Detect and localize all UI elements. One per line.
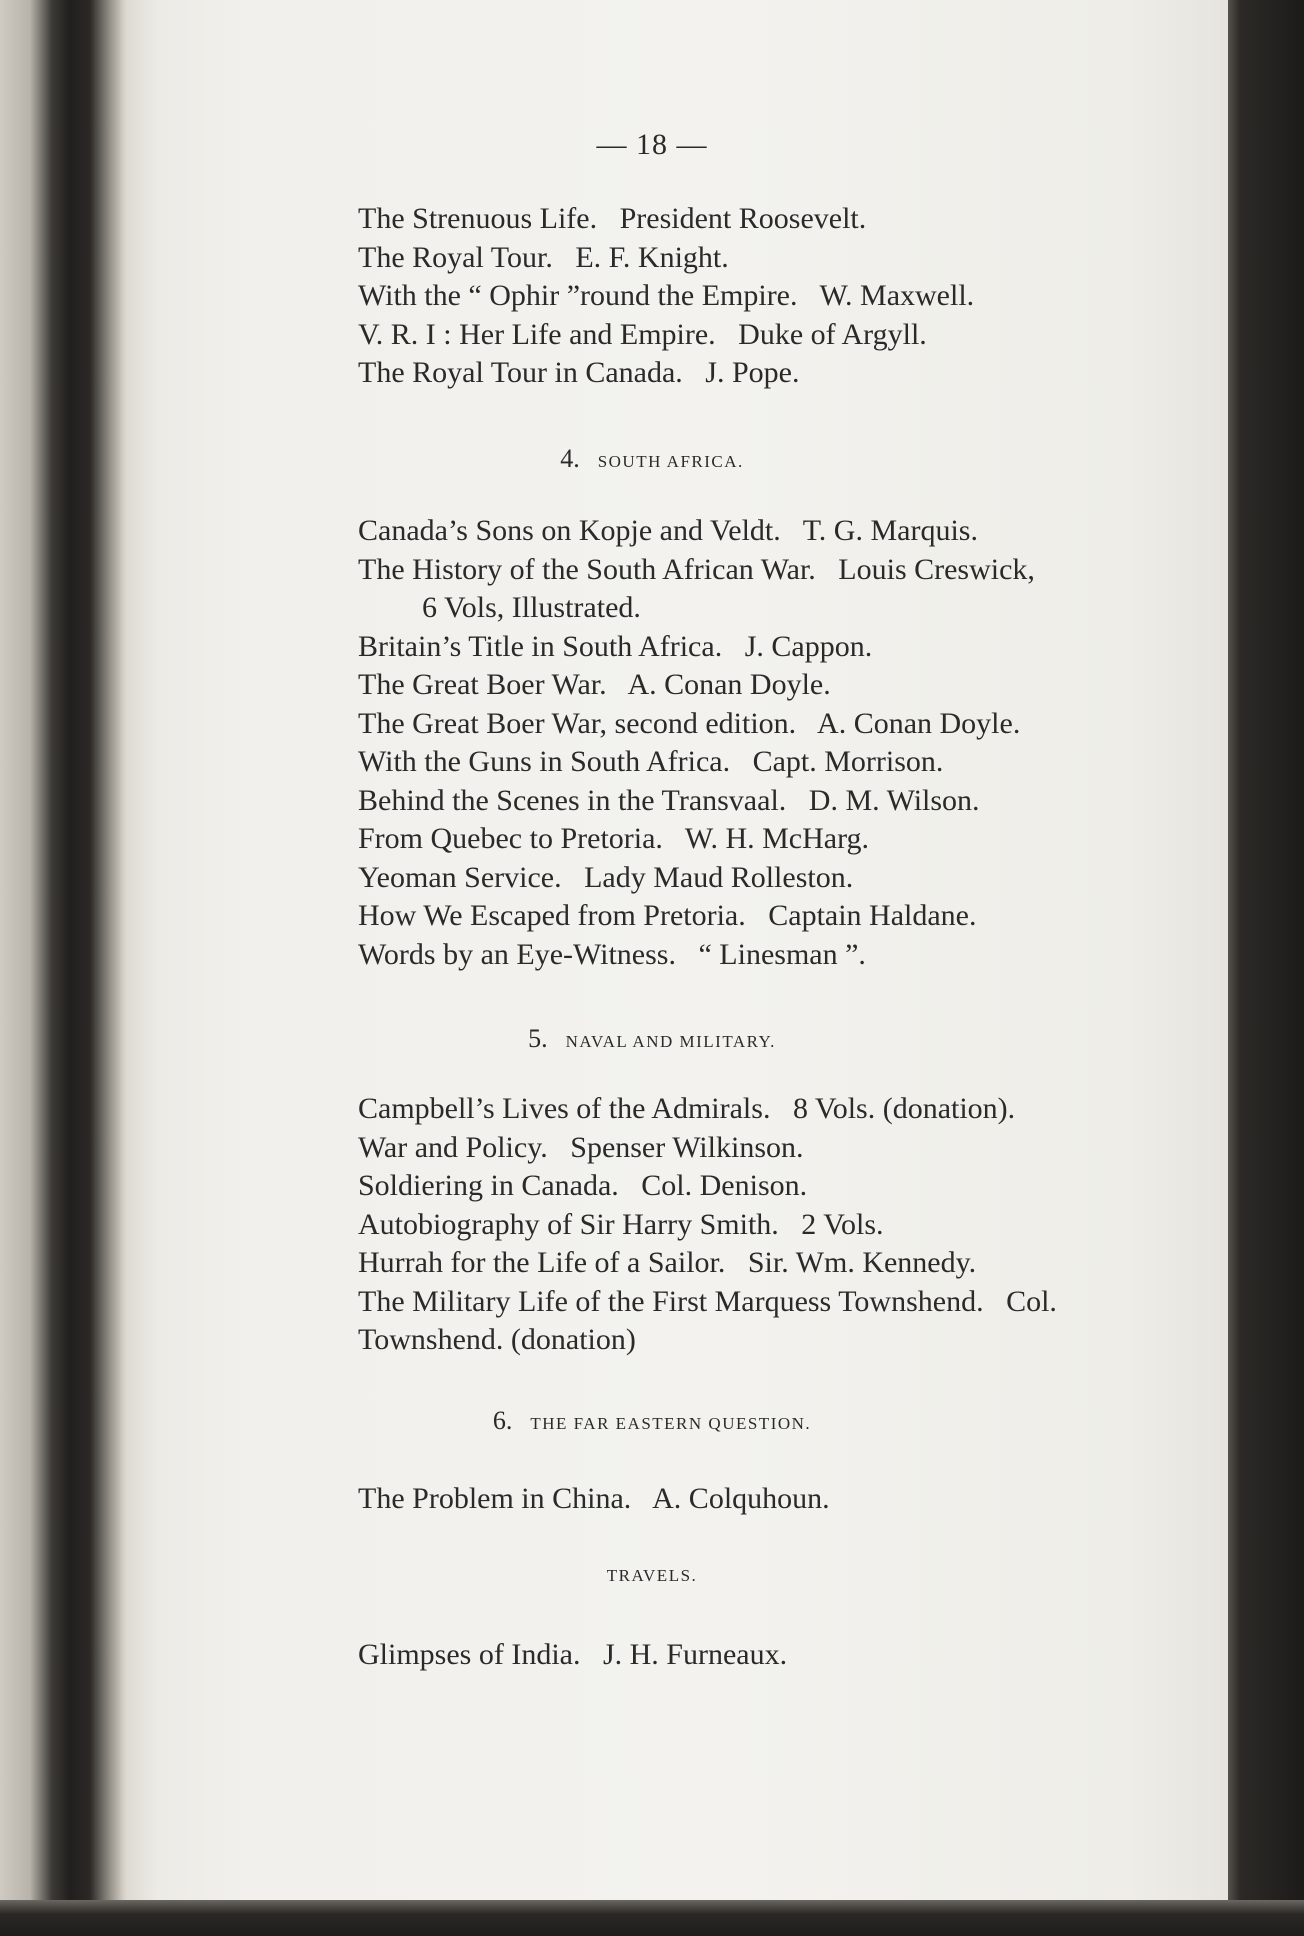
entry: V. R. I : Her Life and Empire. Duke of Argyll. (358, 317, 927, 351)
section-entry-list (358, 1636, 1218, 1675)
intro-entry-list (358, 200, 1218, 393)
entry: With the Guns in South Africa. Capt. Morrison. (358, 745, 944, 778)
section-entry-list (358, 1480, 1218, 1519)
entry: With the “ Ophir ”round the Empire. W. Maxwell. (358, 279, 975, 312)
entry: Yeoman Service. Lady Maud Rolleston. (358, 860, 854, 894)
entry: The History of the South African War. Louis Creswick, (358, 552, 1035, 586)
section-heading (0, 1566, 1304, 1586)
entry: Campbell’s Lives of the Admirals. 8 Vols. (donation). (358, 1092, 1016, 1125)
section-title: THE FAR EASTERN QUESTION. (530, 1414, 812, 1433)
entry: The Royal Tour in Canada. J. Pope. (358, 356, 800, 389)
entry: The Great Boer War. A. Conan Doyle. (358, 668, 831, 701)
section-title: SOUTH AFRICA. (597, 452, 744, 471)
entry: The Military Life of the First Marquess Townshend. Col. (358, 1284, 1057, 1318)
entry: Behind the Scenes in the Transvaal. D. M. Wilson. (358, 783, 980, 817)
entry: Glimpses of India. J. H. Furneaux. (358, 1638, 788, 1671)
section-entry-list (358, 512, 1218, 974)
section-heading (0, 1406, 1304, 1436)
entry: Soldiering in Canada. Col. Denison. (358, 1169, 808, 1202)
section-number: 6. (492, 1406, 513, 1435)
entry: Hurrah for the Life of a Sailor. Sir. Wm. Kennedy. (358, 1246, 977, 1279)
entry: The Strenuous Life. President Roosevelt. (358, 202, 867, 235)
entry: Townshend. (donation) (358, 1323, 636, 1356)
section-title: TRAVELS. (606, 1566, 698, 1585)
entry: Britain’s Title in South Africa. J. Cappon. (358, 629, 873, 663)
section-title: NAVAL AND MILITARY. (565, 1032, 776, 1051)
page-number: — 18 — (596, 128, 708, 161)
entry: Autobiography of Sir Harry Smith. 2 Vols. (358, 1207, 884, 1241)
section-number: 5. (528, 1024, 548, 1053)
entry: The Royal Tour. E. F. Knight. (358, 240, 729, 274)
entry: The Problem in China. A. Colquhoun. (358, 1482, 830, 1515)
section-entry-list (358, 1090, 1218, 1360)
entry: The Great Boer War, second edition. A. Conan Doyle. (358, 706, 1021, 740)
entry-continuation: 6 Vols, Illustrated. (422, 591, 641, 624)
section-number: 4. (560, 444, 580, 473)
entry: Canada’s Sons on Kopje and Veldt. T. G. Marquis. (358, 514, 978, 547)
section-heading (0, 444, 1304, 474)
entry: How We Escaped from Pretoria. Captain Haldane. (358, 899, 977, 932)
entry: Words by an Eye-Witness. “ Linesman ”. (358, 937, 866, 971)
entry: War and Policy. Spenser Wilkinson. (358, 1130, 804, 1164)
section-heading (0, 1024, 1304, 1054)
entry: From Quebec to Pretoria. W. H. McHarg. (358, 822, 870, 855)
